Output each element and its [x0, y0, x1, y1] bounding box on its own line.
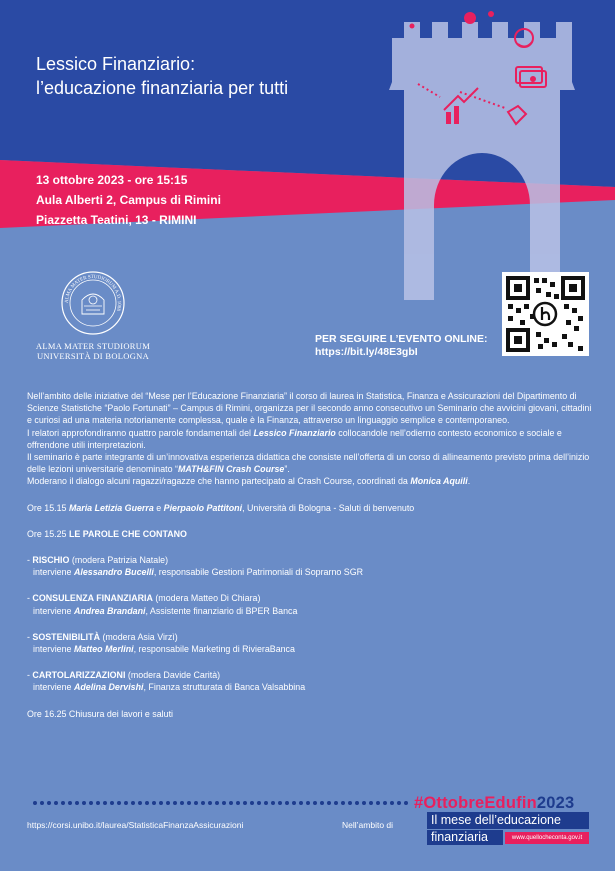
event-info	[36, 170, 221, 230]
topic-cartolarizzazioni: - CARTOLARIZZAZIONI (modera Davide Carità) interviene Adelina Dervishi, Finanza strutturata di Banca Valsabbina	[27, 670, 306, 693]
hashtag: #OttobreEdufin2023	[414, 794, 575, 812]
intro-paragraph-4: Moderano il dialogo alcuni ragazzi/ragazze che hanno partecipato al Crash Course, coordinati da Monica Aquili.	[27, 476, 471, 487]
logo-line-1: ALMA MATER STUDIORUM	[35, 341, 151, 351]
title-line-1: Lessico Finanziario:	[36, 54, 196, 74]
topic-sostenibilita: - SOSTENIBILITÀ (modera Asia Virzì) interviene Matteo Merlini, responsabile Marketing di RivieraBanca	[27, 631, 295, 655]
intro-paragraph-2: I relatori approfondiranno quattro parole fondamentali del Lessico Finanziario collocandole nell’odierno contesto economico e sociale e offrendone utili interpretazioni.	[27, 427, 562, 450]
coordinator-name: Monica Aquili	[410, 476, 468, 487]
mese-line-1: Il mese dell’educazione	[427, 812, 589, 829]
online-info	[315, 333, 488, 359]
intro-paragraph-3: Il seminario è parte integrante di un’innovativa esperienza didattica che consiste nell’offerta di un corso di allineamento previsto prima dell’inizio delle lezioni universitarie denominato “MATH&FIN Crash Course”.	[27, 452, 590, 475]
event-venue: Aula Alberti 2, Campus di Rimini	[36, 193, 221, 207]
qr-code[interactable]	[502, 272, 589, 356]
program-closing: Ore 16.25 Chiusura dei lavori e saluti	[27, 708, 174, 719]
topic-rischio: - RISCHIO (modera Patrizia Natale) interviene Alessandro Bucelli, responsabile Gestioni Patrimoniali di Soprarno SGR	[27, 555, 364, 578]
program-welcome: Ore 15.15 Maria Letizia Guerra e Pierpaolo Pattitoni, Università di Bologna - Saluti di benvenuto	[27, 502, 415, 513]
seal-text: ALMA MATER STUDIORUM A.D. 1088	[64, 274, 122, 312]
university-logo	[28, 270, 158, 361]
crash-course-emphasis: MATH&FIN Crash Course	[177, 464, 285, 475]
ambito-label: Nell’ambito di	[342, 820, 394, 830]
university-seal-icon	[60, 270, 126, 336]
program-section: Ore 15.25 LE PAROLE CHE CONTANO	[27, 528, 187, 539]
event-title	[36, 52, 288, 100]
course-url[interactable]: https://corsi.unibo.it/laurea/StatisticaFinanzaAssicurazioni	[27, 820, 244, 830]
dotted-divider	[33, 800, 413, 806]
online-link[interactable]: https://bit.ly/48E3gbI	[315, 346, 418, 358]
qr-code-icon	[502, 272, 589, 356]
title-line-2: l’educazione finanziaria per tutti	[36, 78, 289, 98]
topic-consulenza: - CONSULENZA FINANZIARIA (modera Matteo Di Chiara) interviene Andrea Brandani, Assistente finanziario di BPER Banca	[27, 593, 298, 616]
logo-line-2: UNIVERSITÀ DI BOLOGNA	[36, 351, 150, 361]
mese-line-2: finanziaria	[427, 830, 503, 845]
mese-url[interactable]: www.quellocheconta.gov.it	[505, 832, 589, 844]
description-body	[27, 390, 592, 720]
event-address: Piazzetta Teatini, 13 - RIMINI	[36, 213, 197, 227]
lessico-emphasis: Lessico Finanziario	[253, 427, 336, 438]
event-date-time: 13 ottobre 2023 - ore 15:15	[36, 173, 188, 187]
intro-paragraph-1: Nell’ambito delle iniziative del “Mese per l’Educazione Finanziaria” il corso di laurea in Statistica, Finanza e Assicurazioni del Dipartimento di Scienze Statistiche “Paolo Fortunati” – Campus di Rimini, organizza per il secondo anno consecutivo un Seminario che avvicini giovani, cittadini e curiosi ad una materia notoriamente complessa, quale è la Finanza, attraverso un linguaggio semplice e contemporaneo.	[27, 391, 592, 426]
online-label: PER SEGUIRE L’EVENTO ONLINE:	[315, 333, 488, 345]
